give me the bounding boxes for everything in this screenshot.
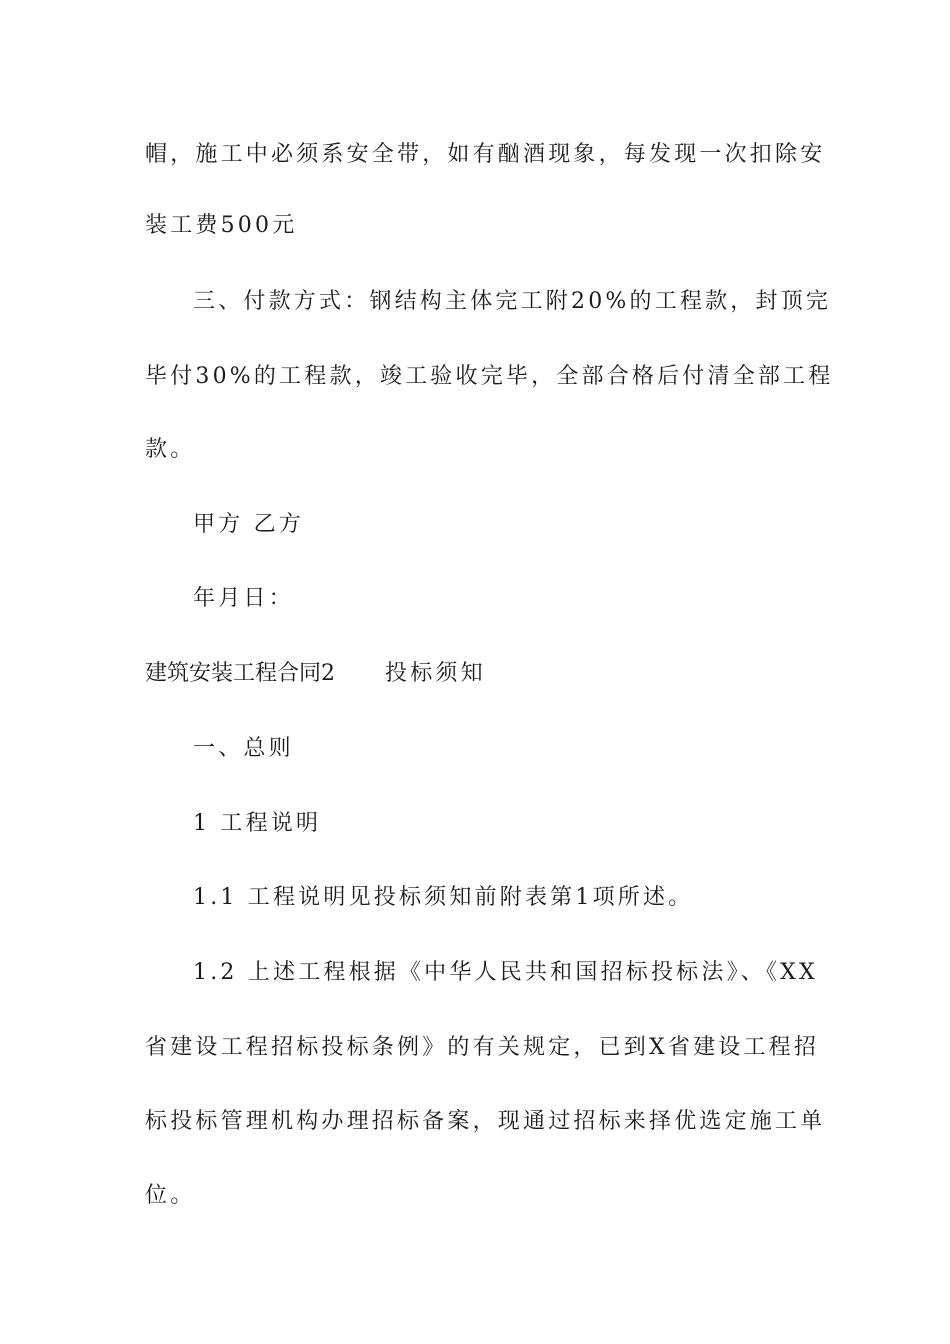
item-text: 1.1 工程说明见投标须知前附表第1项所述。 — [193, 885, 694, 910]
contract-heading — [145, 659, 486, 689]
item-heading: 1 工程说明 — [193, 811, 322, 836]
notice-title: 投标须知 — [385, 661, 486, 686]
item-text: 省建设工程招标投标条例》的有关规定，已到X省建设工程招 — [145, 1035, 820, 1060]
item-text: 位。 — [145, 1183, 196, 1208]
payment-terms-line: 毕付30%的工程款，竣工验收完毕，全部合格后付清全部工程 — [145, 364, 834, 389]
contract-title: 建筑安装工程合同2 — [145, 661, 335, 686]
section-heading: 一、总则 — [193, 736, 294, 761]
payment-terms-line: 款。 — [145, 437, 196, 462]
signature-parties: 甲方 乙方 — [193, 512, 304, 537]
date-line: 年月日： — [193, 586, 294, 611]
paragraph-line: 装工费500元 — [145, 213, 298, 238]
item-text: 1.2 上述工程根据《中华人民共和国招标投标法》、《XX — [193, 960, 818, 985]
item-text: 标投标管理机构办理招标备案，现通过招标来择优选定施工单 — [145, 1109, 826, 1134]
payment-terms-line: 三、付款方式：钢结构主体完工附20%的工程款，封顶完 — [193, 289, 832, 314]
paragraph-line: 帽，施工中必须系安全带，如有酗酒现象，每发现一次扣除安 — [145, 142, 826, 167]
